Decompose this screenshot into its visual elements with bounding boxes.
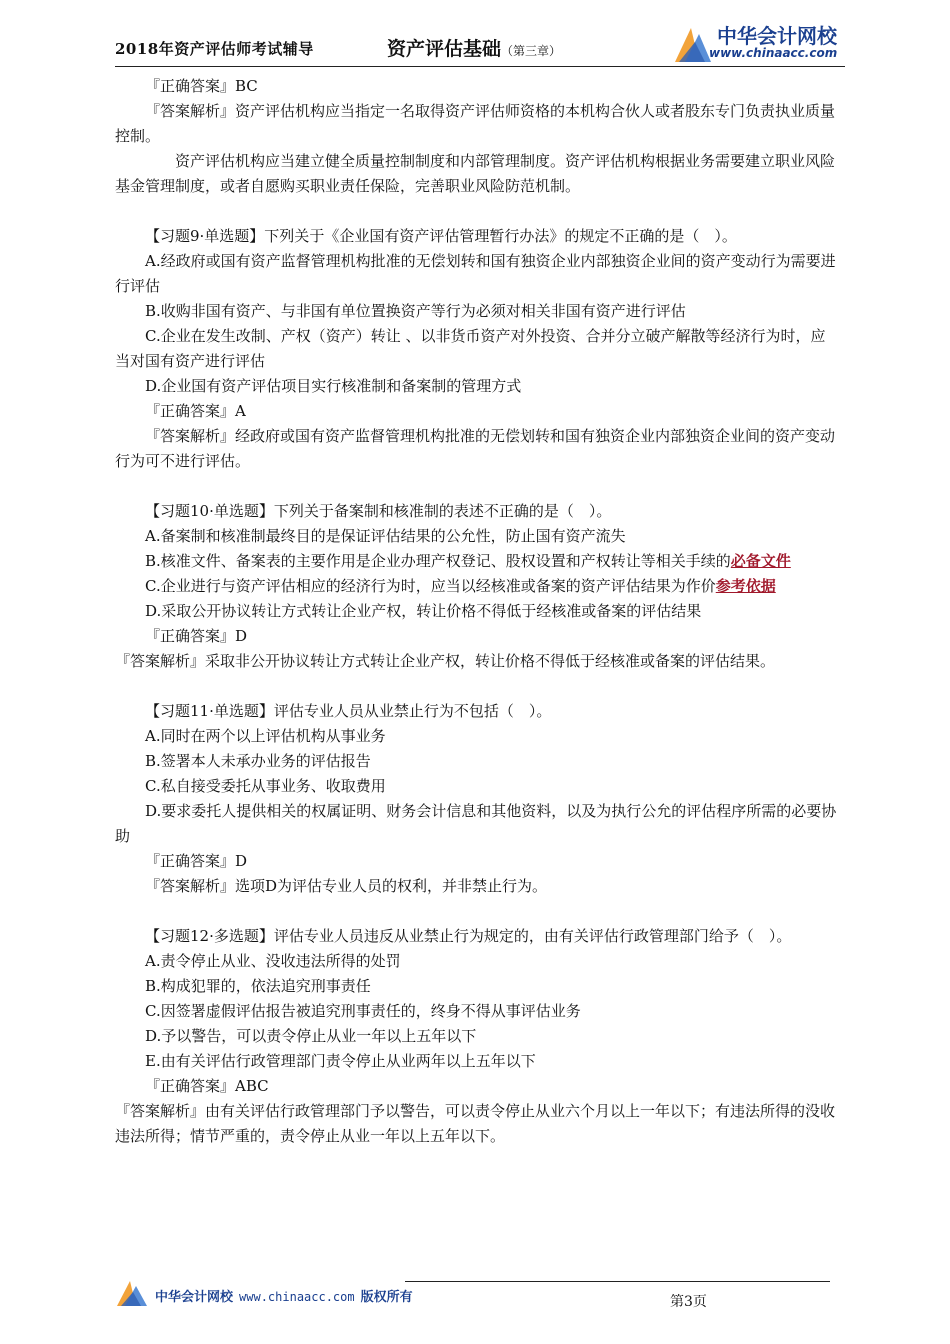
option-a: A.备案制和核准制最终目的是保证评估结果的公允性，防止国有资产流失 (145, 527, 626, 545)
page-content (115, 74, 837, 1149)
logo-name: 中华会计网校 (717, 24, 837, 48)
header-chapter: （第三章） (501, 44, 562, 58)
question-title: 【习题11·单选题】评估专业人员从业禁止行为不包括（ ）。 (145, 702, 552, 720)
option-a: A.经政府或国有资产监督管理机构批准的无偿划转和国有独资企业内部独资企业间的资产变动行为需要进行评估 (115, 252, 836, 295)
option-a: A.责令停止从业、没收违法所得的处罚 (145, 952, 401, 970)
answer-line: 『正确答案』A (145, 402, 246, 420)
analysis-line: 『答案解析』由有关评估行政管理部门予以警告，可以责令停止从业六个月以上一年以下；有违法所得的没收违法所得；情节严重的，责令停止从业一年以上五年以下。 (115, 1102, 836, 1145)
question-title: 【习题12·多选题】评估专业人员违反从业禁止行为规定的，由有关评估行政管理部门给予（ ）。 (145, 927, 792, 945)
analysis-line: 『答案解析』选项D为评估专业人员的权利，并非禁止行为。 (145, 877, 548, 895)
question-title: 【习题9·单选题】下列关于《企业国有资产评估管理暂行办法》的规定不正确的是（ ）。 (145, 227, 737, 245)
keyword-link[interactable]: 必备文件 (730, 552, 791, 570)
option-c: C.企业在发生改制、产权（资产）转让 、以非货币资产对外投资、合并分立破产解散等经济行为时，应当对国有资产进行评估 (115, 327, 826, 370)
analysis-text: 『答案解析』资产评估机构应当指定一名取得资产评估师资格的本机构合伙人或者股东专门负责执业质量控制。 (115, 102, 836, 145)
header-subject: 资产评估基础 (387, 38, 502, 60)
option-d: D.予以警告，可以责令停止从业一年以上五年以下 (145, 1027, 477, 1045)
logo-url: www.chinaacc.com (709, 46, 838, 60)
option-c: C.私自接受委托从事业务、收取费用 (145, 777, 386, 795)
header-course-label: 2018年资产评估师考试辅导 (115, 40, 314, 58)
question-title: 【习题10·单选题】下列关于备案制和核准制的表述不正确的是（ ）。 (145, 502, 612, 520)
page-footer (115, 1272, 845, 1312)
footer-url[interactable]: www.chinaacc.com (239, 1290, 355, 1304)
brand-logo[interactable] (665, 18, 845, 64)
footer-rights: 版权所有 (360, 1290, 413, 1305)
option-b: B.构成犯罪的，依法追究刑事责任 (145, 977, 371, 995)
answer-line: 『正确答案』ABC (145, 1077, 269, 1095)
footer-divider (405, 1281, 830, 1282)
option-c: C.因签署虚假评估报告被追究刑事责任的，终身不得从事评估业务 (145, 1002, 581, 1020)
option-e: E.由有关评估行政管理部门责令停止从业两年以上五年以下 (145, 1052, 536, 1070)
analysis-line: 『答案解析』采取非公开协议转让方式转让企业产权，转让价格不得低于经核准或备案的评估结果。 (115, 652, 776, 670)
answer-line: 『正确答案』D (145, 627, 248, 645)
option-c (115, 574, 837, 599)
option-b-text: B.核准文件、备案表的主要作用是企业办理产权登记、股权设置和产权转让等相关手续的 (145, 552, 731, 570)
answer-line: 『正确答案』BC (145, 77, 258, 95)
option-d: D.企业国有资产评估项目实行核准制和备案制的管理方式 (145, 377, 522, 395)
logo-triangle-icon (671, 24, 713, 64)
analysis-line: 『答案解析』经政府或国有资产监督管理机构批准的无偿划转和国有独资企业内部独资企业间的资产变动行为可不进行评估。 (115, 427, 836, 470)
option-b (115, 549, 837, 574)
page-number: 第3页 (670, 1294, 707, 1310)
page-header (115, 18, 845, 66)
analysis-line (115, 99, 837, 149)
footer-copyright (155, 1286, 413, 1305)
option-c-text: C.企业进行与资产评估相应的经济行为时，应当以经核准或备案的资产评估结果为作价 (145, 577, 716, 595)
footer-brand: 中华会计网校 (155, 1290, 234, 1305)
keyword-link[interactable]: 参考依据 (715, 577, 776, 595)
footer-logo-icon (115, 1278, 149, 1308)
header-title (387, 34, 561, 61)
answer-line: 『正确答案』D (145, 852, 248, 870)
option-a: A.同时在两个以上评估机构从事业务 (145, 727, 386, 745)
header-divider (115, 66, 845, 67)
option-b: B.收购非国有资产、与非国有单位置换资产等行为必须对相关非国有资产进行评估 (145, 302, 686, 320)
option-d: D.要求委托人提供相关的权属证明、财务会计信息和其他资料，以及为执行公允的评估程序所需的必要协助 (115, 802, 837, 845)
option-d: D.采取公开协议转让方式转让企业产权，转让价格不得低于经核准或备案的评估结果 (145, 602, 702, 620)
analysis-paragraph: 资产评估机构应当建立健全质量控制制度和内部管理制度。资产评估机构根据业务需要建立职业风险基金管理制度，或者自愿购买职业责任保险，完善职业风险防范机制。 (115, 152, 836, 195)
option-b: B.签署本人未承办业务的评估报告 (145, 752, 371, 770)
